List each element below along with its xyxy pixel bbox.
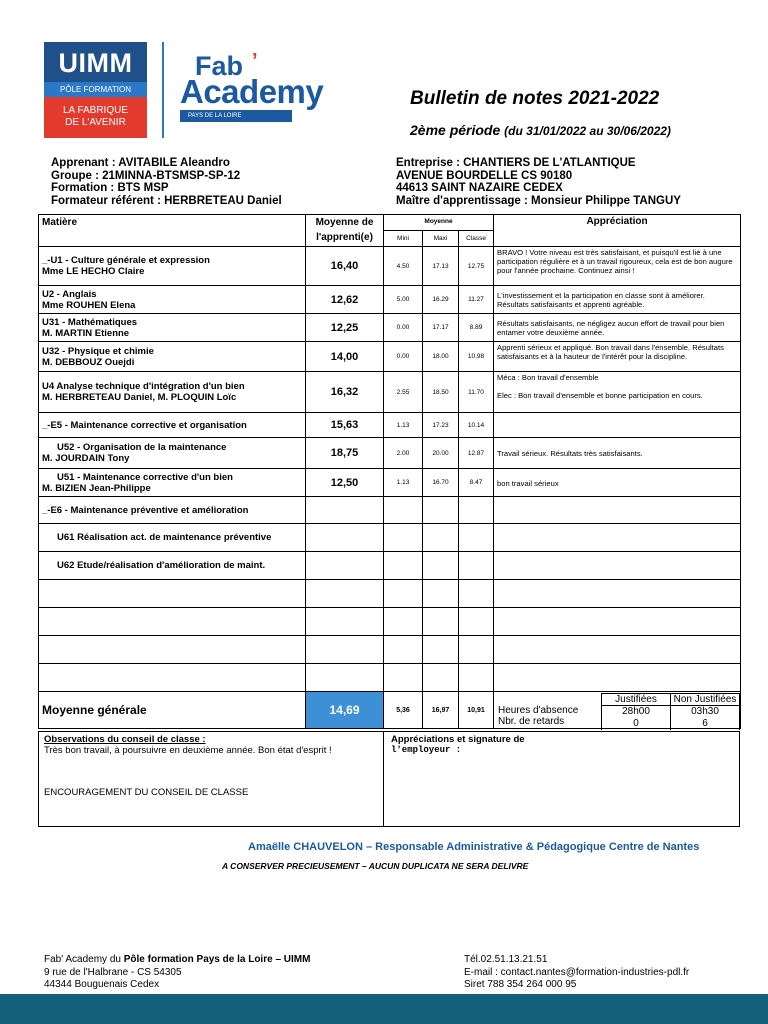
observations-title: Observations du conseil de classe : [44, 734, 206, 745]
footer-email: E-mail : contact.nantes@formation-industries-pdl.fr [464, 966, 690, 978]
subject-cell [39, 372, 306, 413]
student-average: 15,63 [306, 413, 384, 438]
employer-title: Appréciations et signature de [391, 734, 525, 745]
table-row [39, 552, 741, 580]
empty-row [39, 636, 741, 664]
student-average: 16,40 [306, 247, 384, 286]
table-header-row [39, 215, 741, 231]
uimm-tagline-line1: LA FABRIQUE [62, 105, 129, 116]
header-appreciation: Appréciation [494, 215, 741, 247]
mini-value: 1.13 [384, 469, 423, 497]
observations-text: Très bon travail, à poursuivre en deuxième année. Bon état d'esprit ! [44, 745, 332, 756]
table-row [39, 314, 741, 342]
justified-header: Justifiées [602, 694, 671, 706]
period-line [410, 122, 671, 138]
footer-org-name: Pôle formation Pays de la Loire – UIMM [123, 954, 311, 965]
late-row [602, 718, 740, 730]
company-address-1: AVENUE BOURDELLE CS 90180 [396, 169, 573, 182]
header-classe: Classe [459, 231, 494, 247]
appreciation-text: BRAVO ! Votre niveau est très satisfaisant, et puisqu'il est lié à une participation régulière et à un travail rigoureux, cela est de bon augure pour l'année prochaine. Continuez ainsi ! [494, 247, 741, 286]
teacher-name: Mme LE HECHO Claire [42, 266, 145, 277]
student-average: 16,32 [306, 372, 384, 413]
subject-name: U32 - Physique et chimie [42, 345, 154, 357]
footer-city: 44344 Bouguenais Cedex [44, 979, 160, 990]
subject-name: U62 Etude/réalisation d'amélioration de maint. [39, 552, 306, 580]
maxi-value: 17.13 [423, 247, 459, 286]
table-row [39, 497, 741, 524]
mini-value: 0.00 [384, 314, 423, 342]
absence-hours-row [602, 706, 740, 718]
subject-name: _-E6 - Maintenance préventive et amélioration [39, 497, 306, 524]
subject-name: U61 Réalisation act. de maintenance préventive [39, 524, 306, 552]
appreciation-text-2: Elec : Bon travail d'ensemble et bonne participation en cours. [497, 391, 703, 400]
header-maxi: Maxi [423, 231, 459, 247]
classe-value: 10.14 [459, 413, 494, 438]
subject-cell [39, 342, 306, 372]
subject-name: U52 - Organisation de la maintenance [57, 442, 227, 453]
general-average-value: 14,69 [306, 692, 384, 729]
absence-table [601, 693, 740, 730]
fab-academy-logo [180, 52, 350, 130]
unjustified-header: Non Justifiées [671, 694, 740, 706]
uimm-logo [44, 42, 147, 138]
appreciation-text: L'investissement et la participation en classe sont à améliorer. Résultats satisfaisants et apprenti agréable. [494, 286, 741, 314]
formation: Formation : BTS MSP [51, 182, 169, 194]
teacher-name: M. DEBBOUZ Ouejdi [42, 356, 135, 368]
mini-value: 2.00 [384, 438, 423, 469]
late-justified: 0 [602, 718, 671, 730]
table-row [39, 342, 741, 372]
footer-org-prefix: Fab' Academy du [44, 954, 124, 965]
absence-hours-label: Heures d'absence [498, 705, 579, 716]
classe-value: 12.87 [459, 438, 494, 469]
general-maxi: 16,97 [423, 692, 459, 729]
student-average: 18,75 [306, 438, 384, 469]
maxi-value: 18.00 [423, 342, 459, 372]
academy-logo-word: Academy [180, 73, 324, 110]
period-dates: (du 31/01/2022 au 30/06/2022) [504, 124, 671, 138]
council-mention: ENCOURAGEMENT DU CONSEIL DE CLASSE [44, 787, 249, 798]
footer-siret: Siret 788 354 264 000 95 [464, 979, 577, 990]
uimm-logo-tagline [44, 97, 147, 138]
teacher-name: Mme ROUHEN Elena [42, 299, 136, 311]
classe-value: 8.47 [459, 469, 494, 497]
mini-value: 0.00 [384, 342, 423, 372]
company-address-2: 44613 SAINT NAZAIRE CEDEX [396, 182, 563, 194]
general-classe: 10,91 [459, 692, 494, 729]
student-average: 12,50 [306, 469, 384, 497]
signatory-separator: – [362, 841, 376, 853]
teacher-name: M. BIZIEN Jean-Philippe [42, 482, 151, 494]
teacher-name: M. HERBRETEAU Daniel, M. PLOQUIN Loïc [42, 392, 237, 403]
subject-name: U51 - Maintenance corrective d'un bien [57, 471, 233, 483]
absences-block [494, 693, 740, 730]
table-row [39, 372, 741, 413]
signatory-role: Responsable Administrative & Pédagogique Centre de Nantes [375, 841, 700, 853]
subject-name: _-E5 - Maintenance corrective et organisation [39, 413, 306, 438]
uimm-tagline-line2: DE L'AVENIR [65, 117, 126, 128]
table-row [39, 247, 741, 286]
late-count-label: Nbr. de retards [498, 716, 565, 727]
header-moyenne-apprenti [306, 215, 384, 247]
maxi-value: 16.70 [423, 469, 459, 497]
table-row [39, 413, 741, 438]
period-label: 2ème période [410, 122, 501, 138]
fab-logo-accent-icon: ’ [252, 50, 258, 72]
observations-box [38, 731, 740, 827]
entreprise: Entreprise : CHANTIERS DE L'ATLANTIQUE [396, 157, 636, 169]
uimm-logo-subtitle: PÔLE FORMATION [44, 82, 147, 97]
header-moyenne-apprenti-line1: Moyenne de [315, 217, 374, 228]
classe-value: 11.70 [459, 372, 494, 413]
subject-name: _-U1 - Culture générale et expression [42, 255, 210, 266]
subject-name: U31 - Mathématiques [42, 316, 138, 328]
header-matiere: Matière [39, 215, 306, 247]
maxi-value: 20.00 [423, 438, 459, 469]
footer-contact [464, 954, 689, 992]
appreciation-cell [494, 413, 741, 438]
maxi-value: 18.50 [423, 372, 459, 413]
header-moyenne: Moyenne [384, 215, 494, 231]
subject-name: U4 Analyse technique d'intégration d'un bien [42, 381, 245, 392]
late-unjustified: 6 [671, 718, 740, 730]
header-mini: Mini [384, 231, 423, 247]
signatory [248, 841, 699, 853]
table-row [39, 469, 741, 497]
hours-unjustified: 03h30 [671, 706, 740, 718]
subject-name: U2 - Anglais [42, 288, 97, 300]
apprenant: Apprenant : AVITABILE Aleandro [51, 157, 230, 169]
fab-logo-region: PAYS DE LA LOIRE [180, 110, 292, 122]
empty-row [39, 608, 741, 636]
student-info [51, 157, 282, 207]
classe-value: 8.89 [459, 314, 494, 342]
classe-value: 12.75 [459, 247, 494, 286]
uimm-logo-title: UIMM [58, 48, 133, 78]
maitre-apprentissage: Maître d'apprentissage : Monsieur Philippe TANGUY [396, 194, 681, 207]
maxi-value: 17.23 [423, 413, 459, 438]
table-row [39, 438, 741, 469]
subject-cell [39, 438, 306, 469]
mini-value: 2.55 [384, 372, 423, 413]
footer-address [44, 954, 310, 992]
header-moyenne-apprenti-line2: l'apprenti(e) [316, 232, 373, 243]
mini-value: 4.50 [384, 247, 423, 286]
subject-cell [39, 469, 306, 497]
empty-row [39, 580, 741, 608]
subject-cell [39, 286, 306, 314]
groupe: Groupe : 21MINNA-BTSMSP-SP-12 [51, 169, 241, 182]
appreciation-text: Travail sérieux. Résultats très satisfaisants. [494, 438, 741, 469]
footer-street: 9 rue de l'Halbrane - CS 54305 [44, 966, 182, 978]
maxi-value: 17.17 [423, 314, 459, 342]
fab-logo-word: Fab [195, 51, 244, 81]
company-info [396, 157, 681, 207]
footer-bar [0, 994, 768, 1024]
council-observations [39, 732, 384, 826]
logo-divider [162, 42, 164, 138]
appreciation-text: bon travail sérieux [494, 469, 741, 497]
grades-table [38, 214, 741, 729]
empty-row [39, 664, 741, 692]
subject-cell [39, 247, 306, 286]
hours-justified: 28h00 [602, 706, 671, 718]
classe-value: 11.27 [459, 286, 494, 314]
keep-warning: A CONSERVER PRECIEUSEMENT – AUCUN DUPLICATA NE SERA DELIVRE [222, 861, 529, 871]
teacher-name: M. JOURDAIN Tony [42, 453, 130, 464]
mini-value: 1.13 [384, 413, 423, 438]
student-average: 12,62 [306, 286, 384, 314]
table-row [39, 286, 741, 314]
student-average: 14,00 [306, 342, 384, 372]
footer-phone: Tél.02.51.13.21.51 [464, 954, 548, 965]
footer-organisation [44, 954, 310, 967]
subject-cell [39, 314, 306, 342]
appreciation-text: Apprenti sérieux et appliqué. Bon travail dans l'ensemble. Résultats satisfaisants et à la hauteur de l'intérêt pour la discipline. [494, 342, 741, 372]
appreciation-text: Méca : Bon travail d'ensemble [497, 373, 599, 382]
classe-value: 10.98 [459, 342, 494, 372]
mini-value: 5.00 [384, 286, 423, 314]
formateur-referent: Formateur référent : HERBRETEAU Daniel [51, 194, 282, 207]
teacher-name: M. MARTIN Etienne [42, 327, 130, 339]
general-average-label: Moyenne générale [39, 692, 306, 729]
appreciation-cell [494, 372, 741, 413]
absence-header-row [602, 694, 740, 706]
employer-section [391, 734, 525, 756]
student-average: 12,25 [306, 314, 384, 342]
absence-labels [498, 705, 578, 727]
appreciation-text: Résultats satisfaisants, ne négligez aucun effort de travail pour bien entamer votre deuxième année. [494, 314, 741, 342]
table-row [39, 524, 741, 552]
employer-subtitle: l'employeur : [391, 745, 462, 755]
general-mini: 5,36 [384, 692, 423, 729]
maxi-value: 16.29 [423, 286, 459, 314]
bulletin-title: Bulletin de notes 2021-2022 [410, 88, 660, 109]
signatory-name: Amaëlle CHAUVELON [248, 841, 363, 853]
